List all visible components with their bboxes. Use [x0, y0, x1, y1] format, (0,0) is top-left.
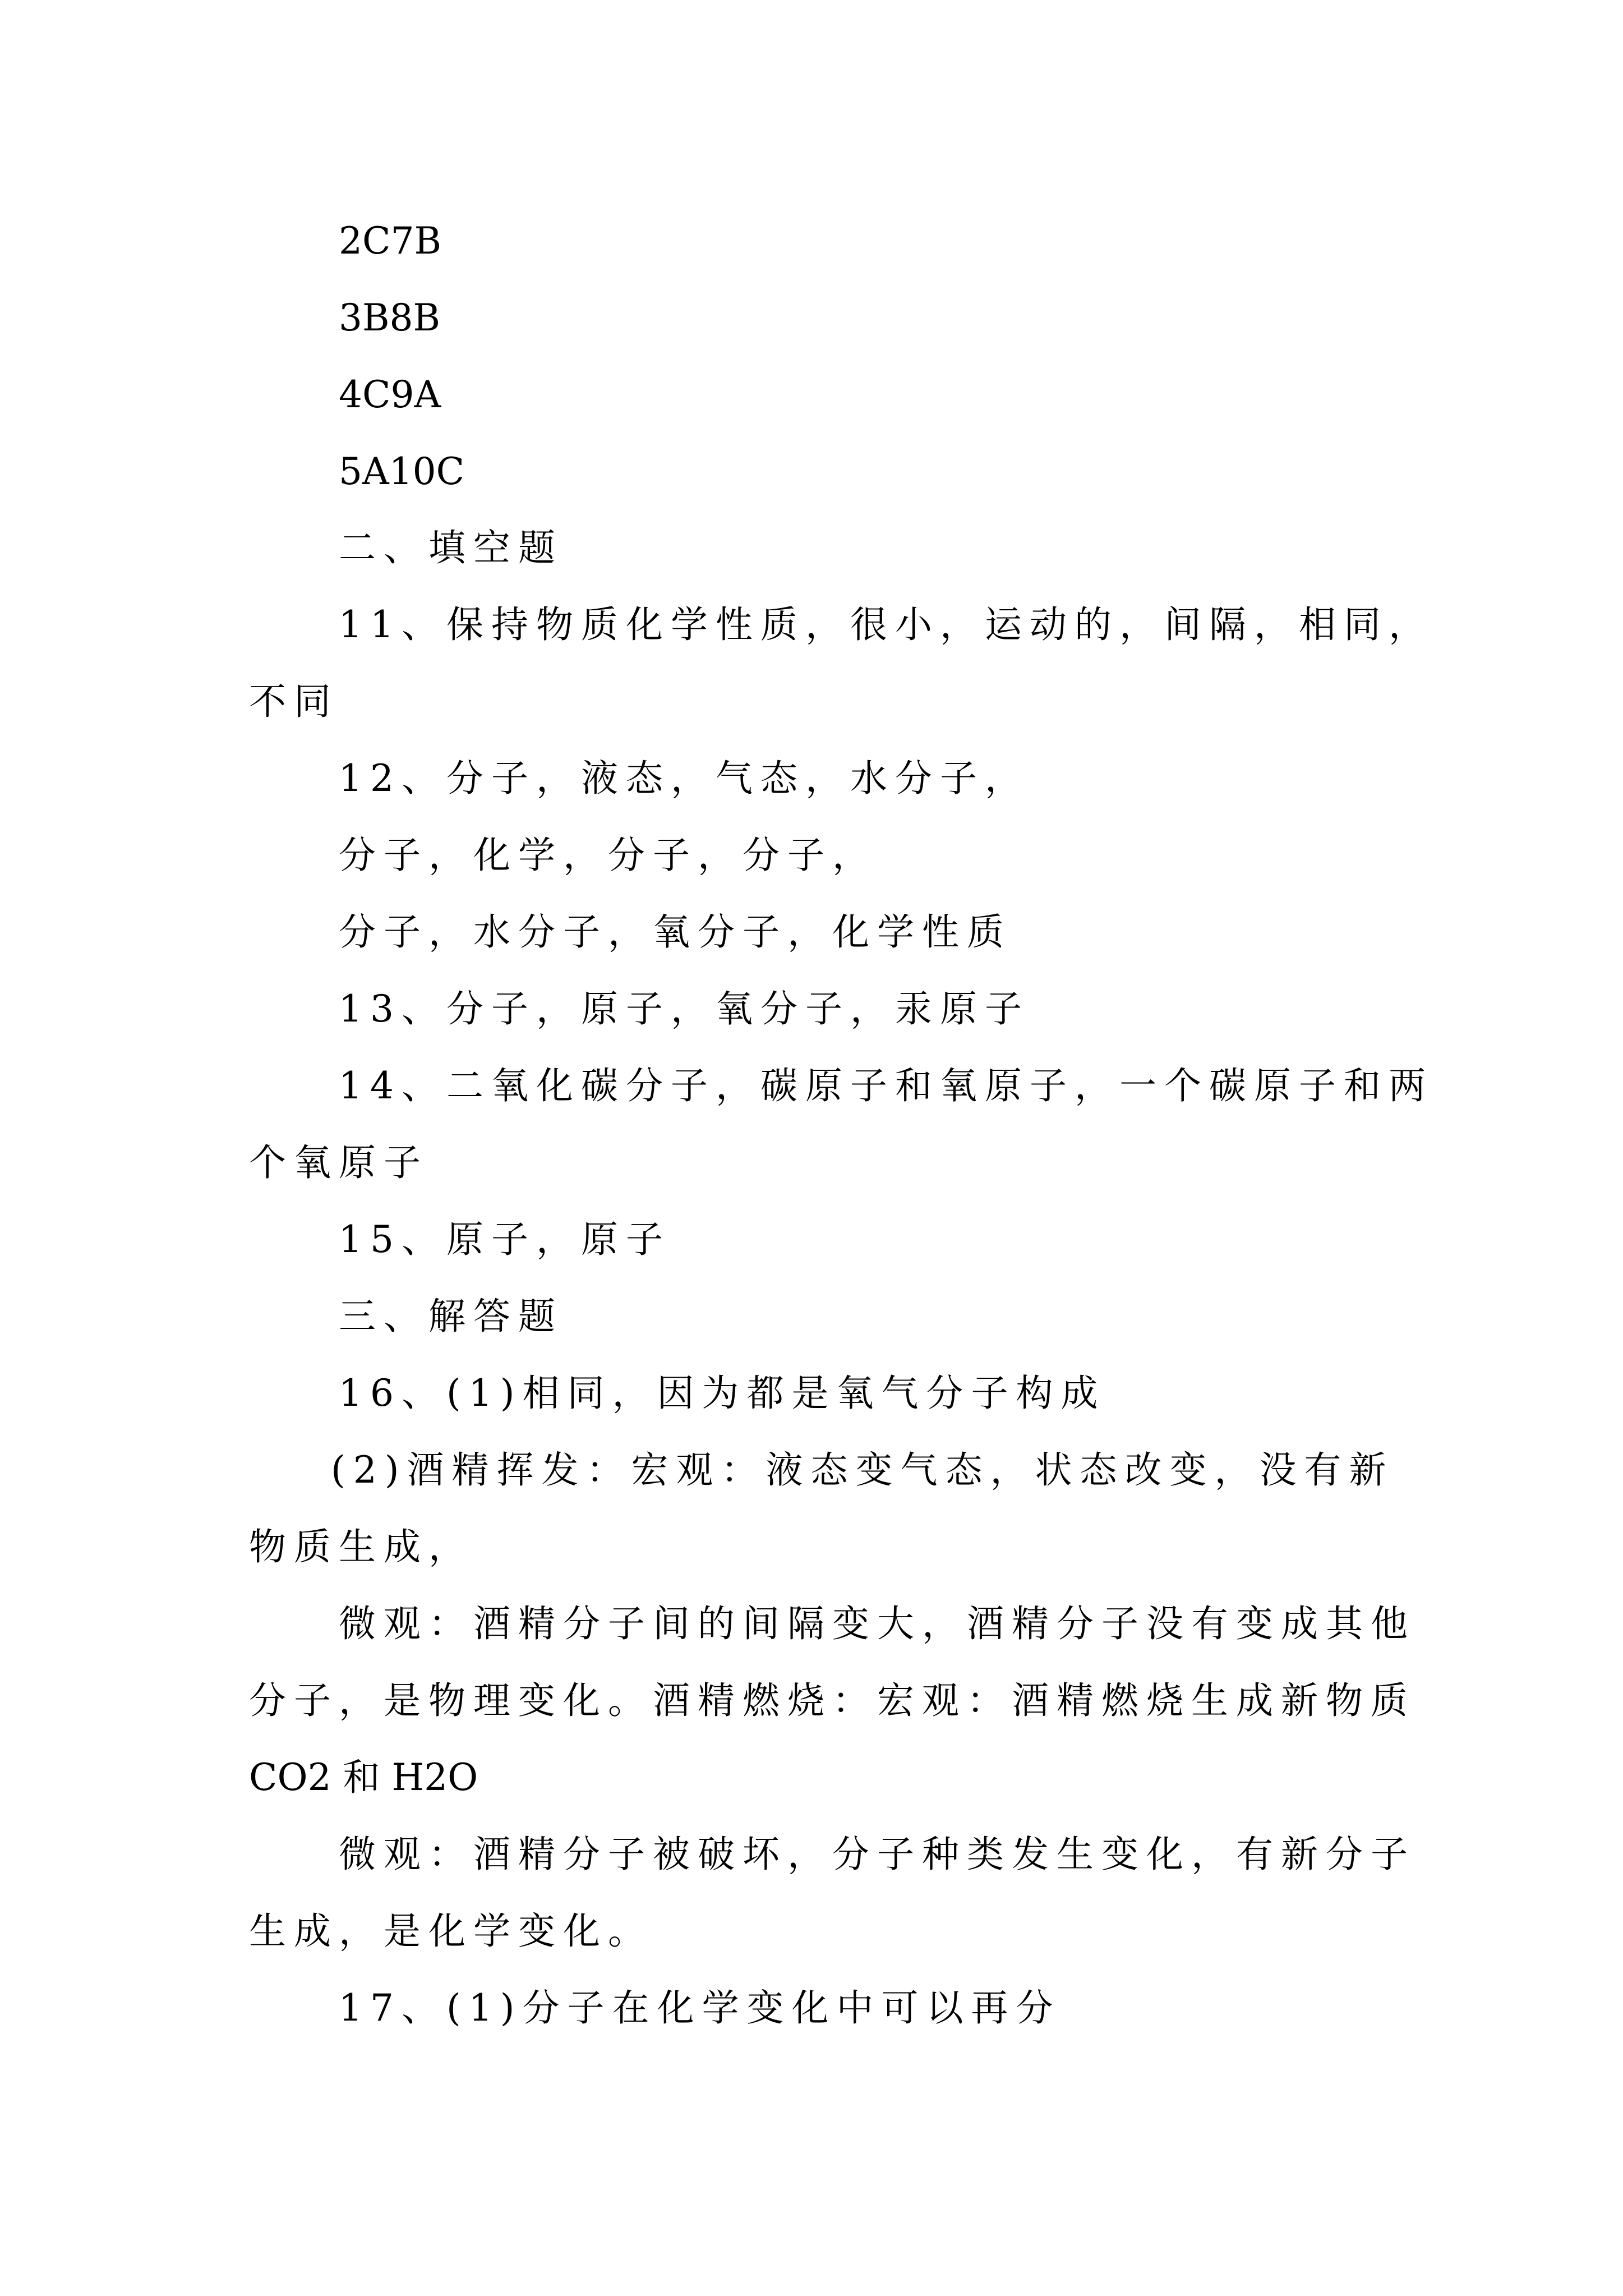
- question-14-line: 14、二氧化碳分子，碳原子和氧原子，一个碳原子和两: [339, 1064, 1433, 1107]
- mc-answer-row: 2C7B: [339, 219, 441, 263]
- question-16-line: 物质生成，: [249, 1525, 473, 1568]
- question-16-line: CO2 和 H2O: [249, 1756, 478, 1799]
- question-12-line: 分子，化学，分子，分子，: [339, 834, 877, 877]
- mc-answer-row: 4C9A: [339, 373, 441, 416]
- mc-answer-row: 5A10C: [339, 450, 465, 493]
- question-11-line: 不同: [249, 680, 339, 723]
- question-12-line: 12、分子，液态，气态，水分子，: [339, 757, 1030, 800]
- section-heading-answer: 三、解答题: [339, 1295, 563, 1338]
- question-16-line: 生成，是化学变化。: [249, 1910, 653, 1953]
- question-17-line: 17、(1)分子在化学变化中可以再分: [339, 1986, 1061, 2030]
- question-16-line: 微观：酒精分子间的间隔变大，酒精分子没有变成其他: [339, 1602, 1415, 1645]
- question-11-line: 11、保持物质化学性质，很小，运动的，间隔，相同，: [339, 603, 1433, 646]
- question-16-line: 16、(1)相同，因为都是氧气分子构成: [339, 1372, 1106, 1415]
- question-13-line: 13、分子，原子，氧分子，汞原子: [339, 987, 1030, 1030]
- question-16-line: 微观：酒精分子被破坏，分子种类发生变化，有新分子: [339, 1833, 1415, 1876]
- mc-answer-row: 3B8B: [339, 296, 440, 339]
- section-heading-fill-blank: 二、填空题: [339, 526, 563, 569]
- question-15-line: 15、原子，原子: [339, 1218, 671, 1261]
- question-12-line: 分子，水分子，氧分子，化学性质: [339, 910, 1012, 954]
- question-16-line: 分子，是物理变化。酒精燃烧：宏观：酒精燃烧生成新物质: [249, 1679, 1415, 1722]
- question-16-line: (2)酒精挥发：宏观：液态变气态，状态改变，没有新: [331, 1448, 1394, 1492]
- question-14-line: 个氧原子: [249, 1141, 428, 1184]
